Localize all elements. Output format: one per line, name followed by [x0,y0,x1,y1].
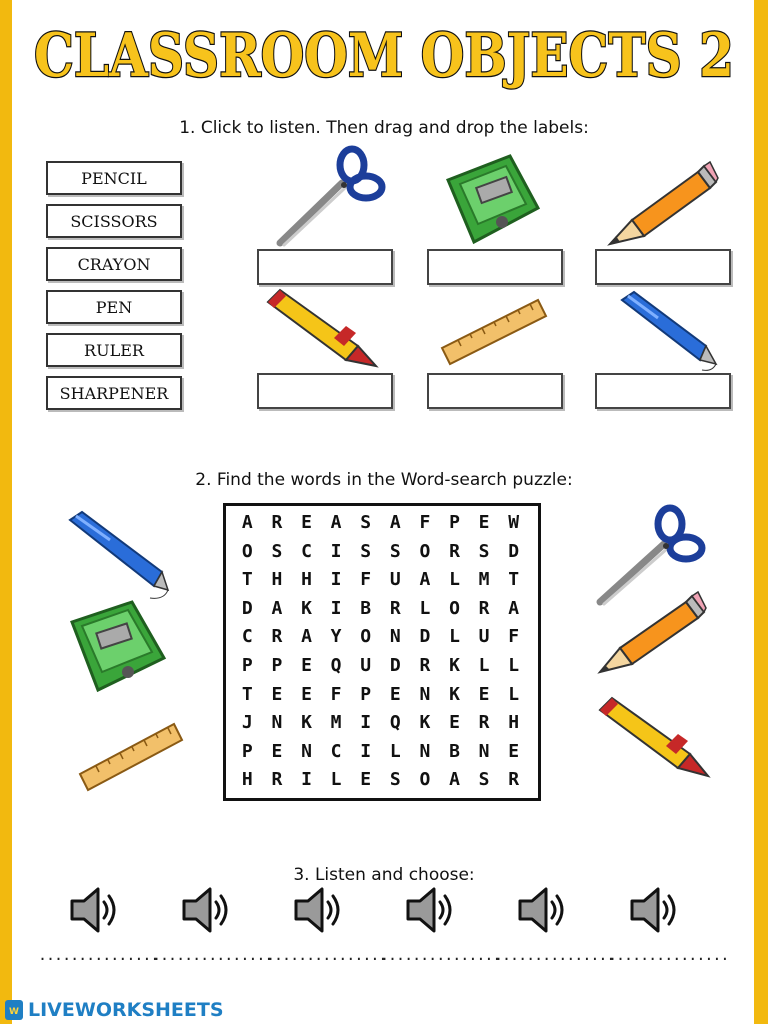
grid-letter[interactable]: I [330,597,342,619]
drop-zone-3[interactable] [595,249,731,285]
grid-letter[interactable]: R [389,597,401,619]
grid-letter[interactable]: P [241,655,253,676]
grid-letter[interactable]: L [330,769,342,791]
grid-letter[interactable]: H [508,712,520,734]
speaker-icon[interactable] [514,885,570,935]
label-scissors[interactable]: SCISSORS [46,204,182,238]
grid-letter[interactable]: D [389,655,401,676]
grid-letter[interactable]: D [508,540,520,562]
ruler-icon [76,720,186,794]
grid-letter[interactable]: Q [389,712,401,734]
grid-letter[interactable]: R [419,655,431,676]
grid-letter[interactable]: R [271,512,283,533]
grid-letter[interactable]: I [330,569,342,591]
grid-letter[interactable]: R [478,597,490,619]
pencil-icon [596,592,706,674]
svg-text:W: W [9,1007,19,1017]
grid-letter[interactable]: P [241,740,253,762]
grid-letter[interactable]: C [330,740,342,762]
grid-letter[interactable]: K [419,712,431,734]
grid-letter[interactable]: L [478,655,490,676]
label-pen[interactable]: PEN [46,290,182,324]
speaker-icon[interactable] [626,885,682,935]
grid-letter[interactable]: E [271,683,283,705]
grid-letter[interactable]: H [271,569,283,591]
grid-letter[interactable]: P [449,512,460,533]
pen-icon[interactable] [616,290,720,374]
grid-letter[interactable]: E [478,683,490,705]
speaker-icon[interactable] [178,885,234,935]
label-crayon[interactable]: CRAYON [46,247,182,281]
title-text: CLASSROOM OBJECTS 2 [34,21,734,91]
grid-letter[interactable]: E [360,769,372,791]
grid-letter[interactable]: T [241,569,253,591]
grid-letter[interactable]: N [271,712,283,734]
grid-letter[interactable]: F [508,626,520,648]
grid-letter[interactable]: E [449,712,460,734]
sharpener-icon [68,598,168,694]
grid-letter[interactable]: O [360,626,372,648]
speaker-icon[interactable] [66,885,122,935]
label-ruler[interactable]: RULER [46,333,182,367]
grid-letter[interactable]: R [508,769,520,791]
grid-letter[interactable]: N [301,740,312,762]
grid-letter[interactable]: S [271,540,283,562]
answer-blank-2[interactable]: ............... [152,946,273,964]
grid-letter[interactable]: R [271,769,283,791]
label-sharpener[interactable]: SHARPENER [46,376,182,410]
grid-letter[interactable]: C [241,626,253,648]
grid-letter[interactable]: B [360,597,372,619]
brand-name: LIVEWORKSHEETS [28,999,224,1021]
grid-letter[interactable]: K [449,655,460,676]
grid-letter[interactable]: E [478,512,490,533]
grid-letter[interactable]: M [330,712,342,734]
grid-letter[interactable]: A [330,512,342,533]
grid-letter[interactable]: E [301,512,312,533]
grid-letter[interactable]: F [360,569,372,591]
grid-letter[interactable]: E [271,740,283,762]
grid-letter[interactable]: N [419,683,431,705]
grid-letter[interactable]: M [478,569,490,591]
grid-letter[interactable]: D [419,626,431,648]
grid-letter[interactable]: A [449,769,460,791]
grid-letter[interactable]: Y [330,626,342,648]
grid-letter[interactable]: A [419,569,431,591]
answer-blank-5[interactable]: ............... [494,946,615,964]
grid-letter[interactable]: C [301,540,312,562]
crayon-icon[interactable] [264,288,380,370]
grid-letter[interactable]: L [508,683,520,705]
grid-letter[interactable]: F [330,683,342,705]
grid-letter[interactable]: U [360,655,372,676]
crayon-icon [596,696,710,780]
grid-letter[interactable]: E [508,740,520,762]
pencil-icon[interactable] [606,160,718,246]
section2-instruction: 2. Find the words in the Word-search puzzle: [195,470,573,490]
grid-letter[interactable]: F [419,512,431,533]
grid-letter[interactable]: U [478,626,490,648]
liveworksheets-logo-icon [4,999,24,1021]
grid-letter[interactable]: S [360,540,372,562]
ruler-icon[interactable] [438,296,550,368]
speaker-icon[interactable] [290,885,346,935]
grid-letter[interactable]: Q [330,655,342,676]
sharpener-icon[interactable] [444,152,542,248]
pen-icon [66,510,170,602]
grid-letter[interactable]: A [508,597,520,619]
answer-blank-6[interactable]: ............... [608,946,729,964]
grid-letter[interactable]: I [330,540,342,562]
grid-letter[interactable]: A [301,626,312,648]
grid-letter[interactable]: R [271,626,283,648]
section3-instruction: 3. Listen and choose: [293,865,475,885]
speaker-icon[interactable] [402,885,458,935]
grid-letter[interactable]: H [241,769,253,791]
grid-letter[interactable]: L [449,569,460,591]
grid-letter[interactable]: J [241,712,253,734]
grid-letter[interactable]: P [360,683,372,705]
grid-letter[interactable]: E [301,683,312,705]
grid-letter[interactable]: U [389,569,401,591]
drop-zone-1[interactable] [257,249,393,285]
answer-blank-1[interactable]: ............... [38,946,159,964]
grid-letter[interactable]: A [389,512,401,533]
drop-zone-6[interactable] [595,373,731,409]
grid-letter[interactable]: N [389,626,401,648]
grid-letter[interactable]: R [449,540,460,562]
grid-letter[interactable]: T [508,569,520,591]
grid-letter[interactable]: A [241,512,253,533]
grid-letter[interactable]: K [301,597,312,619]
grid-letter[interactable]: A [271,597,283,619]
drop-zone-2[interactable] [427,249,563,285]
grid-letter[interactable]: R [478,712,490,734]
grid-letter[interactable]: I [360,712,372,734]
grid-letter[interactable]: S [478,769,490,791]
section1-instruction: 1. Click to listen. Then drag and drop the labels: [179,118,589,138]
grid-letter[interactable]: O [241,540,253,562]
drop-zone-5[interactable] [427,373,563,409]
scissors-icon[interactable] [270,145,388,251]
grid-letter[interactable]: H [301,569,312,591]
grid-letter[interactable]: O [419,769,431,791]
grid-letter[interactable]: N [419,740,431,762]
grid-letter[interactable]: S [389,769,401,791]
grid-letter[interactable]: K [449,683,460,705]
grid-letter[interactable]: B [449,740,460,762]
drop-zone-4[interactable] [257,373,393,409]
grid-letter[interactable]: O [449,597,460,619]
answer-blank-3[interactable]: ............... [266,946,387,964]
grid-letter[interactable]: N [478,740,490,762]
grid-letter[interactable]: T [241,683,253,705]
grid-letter[interactable]: K [301,712,312,734]
grid-letter[interactable]: L [449,626,460,648]
grid-letter[interactable]: L [508,655,520,676]
grid-letter[interactable]: S [478,540,490,562]
grid-letter[interactable]: L [419,597,431,619]
grid-letter[interactable]: S [389,540,401,562]
label-pencil[interactable]: PENCIL [46,161,182,195]
grid-letter[interactable]: P [271,655,283,676]
worksheet-title [28,8,740,92]
grid-letter[interactable]: E [301,655,312,676]
brand-logo[interactable] [4,998,224,1022]
grid-letter[interactable]: D [241,597,253,619]
grid-letter[interactable]: I [360,740,372,762]
grid-letter[interactable]: W [508,512,520,533]
grid-letter[interactable]: E [389,683,401,705]
answer-blank-4[interactable]: ............... [380,946,501,964]
grid-letter[interactable]: I [301,769,312,791]
grid-letter[interactable]: O [419,540,431,562]
word-search-grid[interactable] [223,503,541,801]
grid-letter[interactable]: S [360,512,372,533]
grid-letter[interactable]: L [389,740,401,762]
